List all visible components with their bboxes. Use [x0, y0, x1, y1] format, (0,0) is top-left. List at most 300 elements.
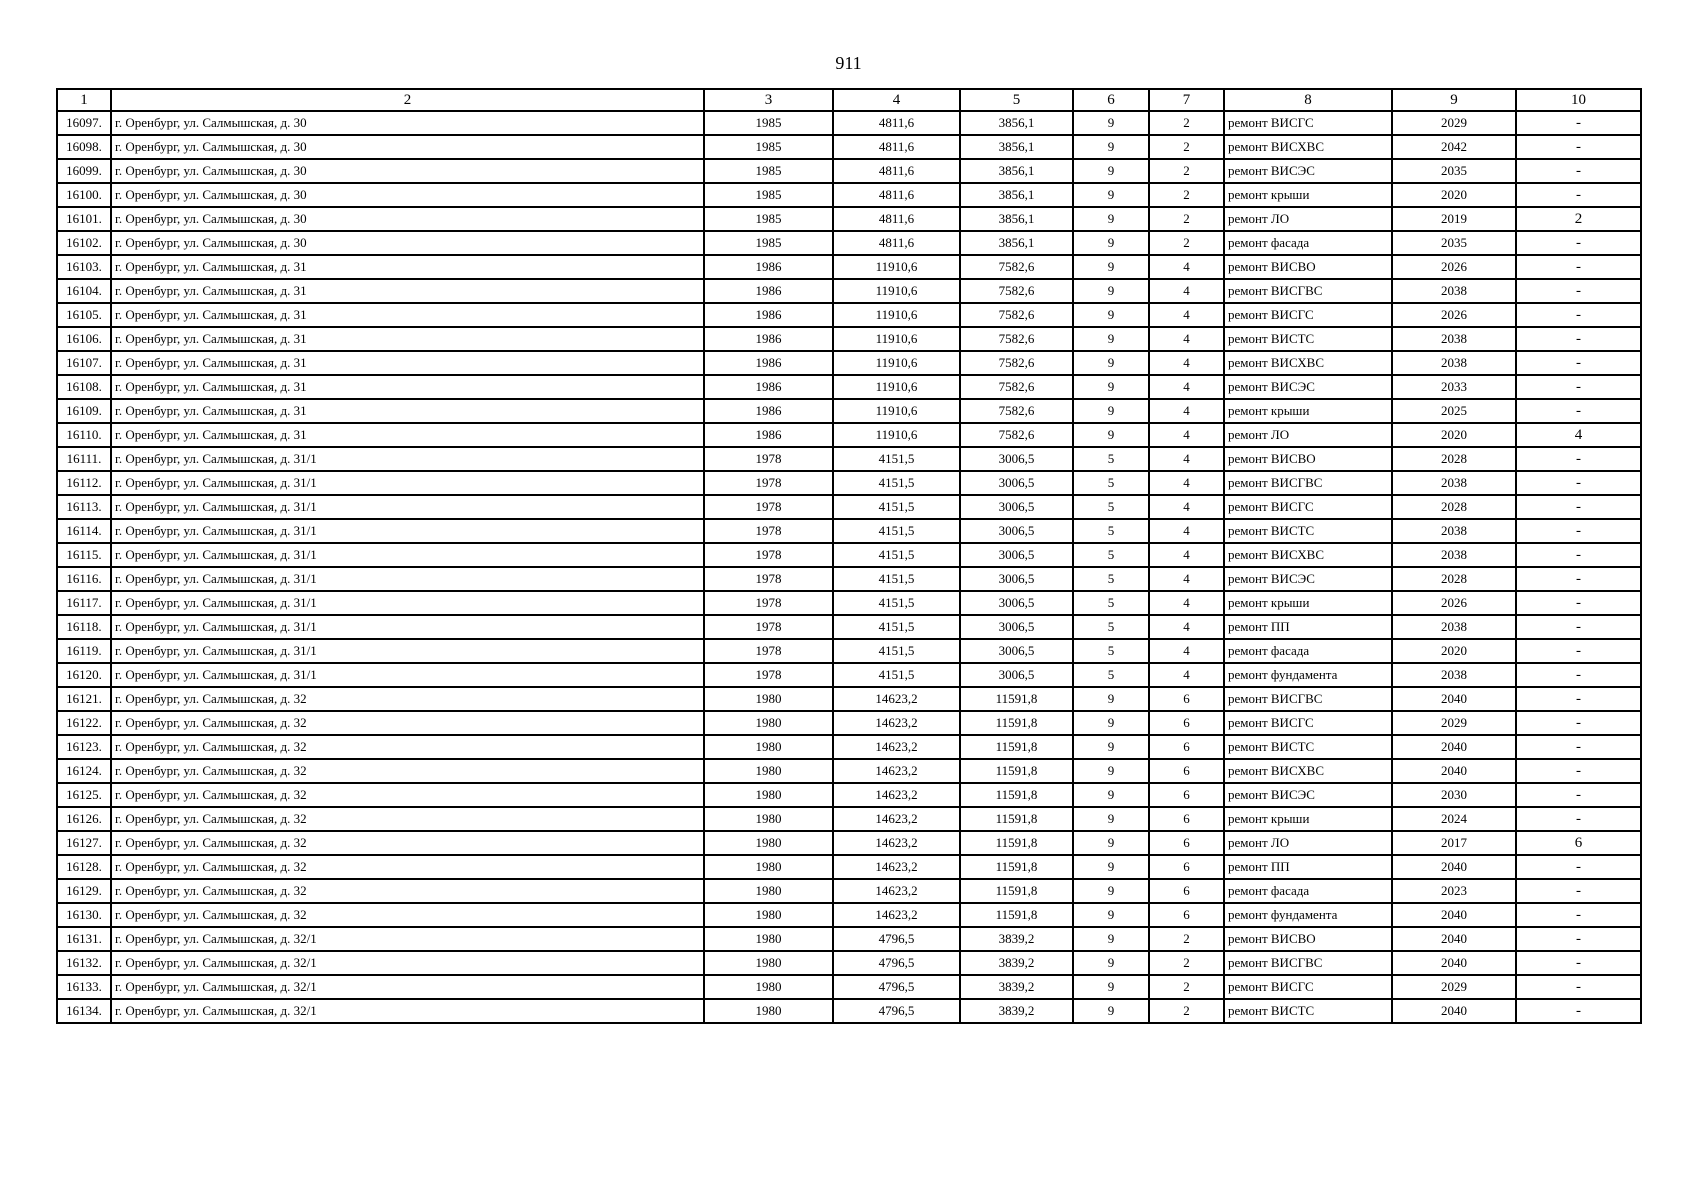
work-type-cell: ремонт ПП: [1224, 615, 1392, 639]
note-cell: -: [1516, 327, 1641, 351]
total-area-cell: 14623,2: [833, 807, 960, 831]
floors-cell: 9: [1073, 303, 1149, 327]
total-area-cell: 11910,6: [833, 351, 960, 375]
row-number-cell: 16103.: [57, 255, 111, 279]
work-type-cell: ремонт ВИСЭС: [1224, 375, 1392, 399]
note-cell: -: [1516, 759, 1641, 783]
table-row: [57, 711, 1641, 735]
planned-year-cell: 2029: [1392, 111, 1516, 135]
work-type-cell: ремонт ВИСГВС: [1224, 687, 1392, 711]
address-cell: г. Оренбург, ул. Салмышская, д. 32: [111, 831, 704, 855]
table-row: [57, 855, 1641, 879]
row-number-cell: 16109.: [57, 399, 111, 423]
floors-cell: 9: [1073, 951, 1149, 975]
note-cell: -: [1516, 351, 1641, 375]
year-built-cell: 1985: [704, 135, 833, 159]
table-row: [57, 495, 1641, 519]
floors-cell: 5: [1073, 519, 1149, 543]
living-area-cell: 7582,6: [960, 399, 1073, 423]
entrances-cell: 4: [1149, 495, 1224, 519]
note-cell: -: [1516, 807, 1641, 831]
page-number: 911: [835, 53, 862, 73]
total-area-cell: 4151,5: [833, 519, 960, 543]
row-number-cell: 16115.: [57, 543, 111, 567]
year-built-cell: 1980: [704, 975, 833, 999]
living-area-cell: 7582,6: [960, 279, 1073, 303]
table-row: [57, 351, 1641, 375]
floors-cell: 5: [1073, 639, 1149, 663]
address-cell: г. Оренбург, ул. Салмышская, д. 31: [111, 375, 704, 399]
row-number-cell: 16114.: [57, 519, 111, 543]
entrances-cell: 2: [1149, 951, 1224, 975]
floors-cell: 9: [1073, 183, 1149, 207]
year-built-cell: 1986: [704, 399, 833, 423]
floors-cell: 9: [1073, 111, 1149, 135]
entrances-cell: 4: [1149, 543, 1224, 567]
entrances-cell: 4: [1149, 399, 1224, 423]
total-area-cell: 4151,5: [833, 447, 960, 471]
address-cell: г. Оренбург, ул. Салмышская, д. 31: [111, 351, 704, 375]
living-area-cell: 3856,1: [960, 231, 1073, 255]
address-cell: г. Оренбург, ул. Салмышская, д. 32: [111, 735, 704, 759]
note-cell: -: [1516, 735, 1641, 759]
column-header: 2: [111, 89, 704, 111]
work-type-cell: ремонт ВИСГС: [1224, 975, 1392, 999]
work-type-cell: ремонт крыши: [1224, 183, 1392, 207]
note-cell: -: [1516, 591, 1641, 615]
living-area-cell: 7582,6: [960, 351, 1073, 375]
entrances-cell: 6: [1149, 855, 1224, 879]
entrances-cell: 6: [1149, 807, 1224, 831]
living-area-cell: 3839,2: [960, 951, 1073, 975]
address-cell: г. Оренбург, ул. Салмышская, д. 31: [111, 423, 704, 447]
column-header: 8: [1224, 89, 1392, 111]
table-row: [57, 903, 1641, 927]
living-area-cell: 7582,6: [960, 423, 1073, 447]
total-area-cell: 14623,2: [833, 687, 960, 711]
floors-cell: 9: [1073, 807, 1149, 831]
floors-cell: 9: [1073, 159, 1149, 183]
work-type-cell: ремонт фундамента: [1224, 663, 1392, 687]
work-type-cell: ремонт ЛО: [1224, 207, 1392, 231]
table-row: [57, 615, 1641, 639]
entrances-cell: 4: [1149, 327, 1224, 351]
planned-year-cell: 2028: [1392, 495, 1516, 519]
entrances-cell: 2: [1149, 999, 1224, 1023]
living-area-cell: 3006,5: [960, 591, 1073, 615]
entrances-cell: 2: [1149, 183, 1224, 207]
address-cell: г. Оренбург, ул. Салмышская, д. 31/1: [111, 567, 704, 591]
row-number-cell: 16111.: [57, 447, 111, 471]
living-area-cell: 11591,8: [960, 687, 1073, 711]
entrances-cell: 6: [1149, 903, 1224, 927]
floors-cell: 5: [1073, 567, 1149, 591]
entrances-cell: 6: [1149, 783, 1224, 807]
row-number-cell: 16110.: [57, 423, 111, 447]
work-type-cell: ремонт ВИСЭС: [1224, 159, 1392, 183]
row-number-cell: 16116.: [57, 567, 111, 591]
table-row: [57, 255, 1641, 279]
address-cell: г. Оренбург, ул. Салмышская, д. 32: [111, 759, 704, 783]
address-cell: г. Оренбург, ул. Салмышская, д. 31/1: [111, 663, 704, 687]
address-cell: г. Оренбург, ул. Салмышская, д. 32: [111, 855, 704, 879]
table-row: [57, 423, 1641, 447]
entrances-cell: 2: [1149, 111, 1224, 135]
total-area-cell: 14623,2: [833, 759, 960, 783]
row-number-cell: 16122.: [57, 711, 111, 735]
table-row: [57, 159, 1641, 183]
row-number-cell: 16105.: [57, 303, 111, 327]
note-cell: -: [1516, 159, 1641, 183]
planned-year-cell: 2035: [1392, 231, 1516, 255]
address-cell: г. Оренбург, ул. Салмышская, д. 32: [111, 711, 704, 735]
note-cell: -: [1516, 495, 1641, 519]
total-area-cell: 4811,6: [833, 111, 960, 135]
table-row: [57, 375, 1641, 399]
living-area-cell: 11591,8: [960, 807, 1073, 831]
floors-cell: 5: [1073, 495, 1149, 519]
note-cell: -: [1516, 951, 1641, 975]
note-cell: -: [1516, 111, 1641, 135]
work-type-cell: ремонт ВИСХВС: [1224, 543, 1392, 567]
year-built-cell: 1980: [704, 735, 833, 759]
row-number-cell: 16100.: [57, 183, 111, 207]
planned-year-cell: 2025: [1392, 399, 1516, 423]
living-area-cell: 3856,1: [960, 159, 1073, 183]
row-number-cell: 16126.: [57, 807, 111, 831]
work-type-cell: ремонт фасада: [1224, 879, 1392, 903]
floors-cell: 9: [1073, 399, 1149, 423]
entrances-cell: 6: [1149, 687, 1224, 711]
living-area-cell: 11591,8: [960, 831, 1073, 855]
planned-year-cell: 2038: [1392, 351, 1516, 375]
total-area-cell: 4811,6: [833, 183, 960, 207]
living-area-cell: 3006,5: [960, 543, 1073, 567]
living-area-cell: 3856,1: [960, 135, 1073, 159]
address-cell: г. Оренбург, ул. Салмышская, д. 31/1: [111, 639, 704, 663]
note-cell: -: [1516, 903, 1641, 927]
living-area-cell: 11591,8: [960, 735, 1073, 759]
column-header: 4: [833, 89, 960, 111]
note-cell: -: [1516, 711, 1641, 735]
entrances-cell: 4: [1149, 303, 1224, 327]
living-area-cell: 11591,8: [960, 903, 1073, 927]
floors-cell: 9: [1073, 711, 1149, 735]
work-type-cell: ремонт ВИСВО: [1224, 927, 1392, 951]
note-cell: -: [1516, 135, 1641, 159]
row-number-cell: 16113.: [57, 495, 111, 519]
planned-year-cell: 2026: [1392, 303, 1516, 327]
year-built-cell: 1986: [704, 279, 833, 303]
address-cell: г. Оренбург, ул. Салмышская, д. 31/1: [111, 591, 704, 615]
note-cell: -: [1516, 855, 1641, 879]
row-number-cell: 16134.: [57, 999, 111, 1023]
work-type-cell: ремонт ВИСГС: [1224, 303, 1392, 327]
column-header: 3: [704, 89, 833, 111]
row-number-cell: 16098.: [57, 135, 111, 159]
year-built-cell: 1985: [704, 159, 833, 183]
year-built-cell: 1986: [704, 375, 833, 399]
entrances-cell: 4: [1149, 519, 1224, 543]
total-area-cell: 14623,2: [833, 855, 960, 879]
row-number-cell: 16099.: [57, 159, 111, 183]
address-cell: г. Оренбург, ул. Салмышская, д. 32: [111, 687, 704, 711]
planned-year-cell: 2040: [1392, 951, 1516, 975]
row-number-cell: 16124.: [57, 759, 111, 783]
address-cell: г. Оренбург, ул. Салмышская, д. 32/1: [111, 975, 704, 999]
table-row: [57, 207, 1641, 231]
table-row: [57, 303, 1641, 327]
floors-cell: 9: [1073, 975, 1149, 999]
year-built-cell: 1986: [704, 303, 833, 327]
entrances-cell: 6: [1149, 831, 1224, 855]
year-built-cell: 1980: [704, 927, 833, 951]
work-type-cell: ремонт ВИСЭС: [1224, 567, 1392, 591]
table-row: [57, 447, 1641, 471]
row-number-cell: 16127.: [57, 831, 111, 855]
planned-year-cell: 2040: [1392, 735, 1516, 759]
table-row: [57, 519, 1641, 543]
row-number-cell: 16123.: [57, 735, 111, 759]
note-cell: -: [1516, 543, 1641, 567]
living-area-cell: 7582,6: [960, 375, 1073, 399]
table-row: [57, 759, 1641, 783]
year-built-cell: 1985: [704, 183, 833, 207]
floors-cell: 9: [1073, 927, 1149, 951]
total-area-cell: 11910,6: [833, 279, 960, 303]
table-row: [57, 999, 1641, 1023]
total-area-cell: 4151,5: [833, 495, 960, 519]
total-area-cell: 14623,2: [833, 711, 960, 735]
year-built-cell: 1978: [704, 663, 833, 687]
column-header: 10: [1516, 89, 1641, 111]
table-row: [57, 663, 1641, 687]
table-row: [57, 879, 1641, 903]
floors-cell: 5: [1073, 447, 1149, 471]
floors-cell: 9: [1073, 855, 1149, 879]
total-area-cell: 14623,2: [833, 735, 960, 759]
living-area-cell: 3006,5: [960, 615, 1073, 639]
work-type-cell: ремонт крыши: [1224, 591, 1392, 615]
living-area-cell: 3006,5: [960, 639, 1073, 663]
planned-year-cell: 2026: [1392, 255, 1516, 279]
floors-cell: 9: [1073, 351, 1149, 375]
planned-year-cell: 2040: [1392, 999, 1516, 1023]
year-built-cell: 1986: [704, 351, 833, 375]
total-area-cell: 4811,6: [833, 135, 960, 159]
note-cell: -: [1516, 975, 1641, 999]
year-built-cell: 1985: [704, 111, 833, 135]
address-cell: г. Оренбург, ул. Салмышская, д. 31/1: [111, 447, 704, 471]
entrances-cell: 4: [1149, 447, 1224, 471]
address-cell: г. Оренбург, ул. Салмышская, д. 31: [111, 327, 704, 351]
total-area-cell: 11910,6: [833, 327, 960, 351]
planned-year-cell: 2020: [1392, 423, 1516, 447]
row-number-cell: 16128.: [57, 855, 111, 879]
table-row: [57, 951, 1641, 975]
entrances-cell: 2: [1149, 231, 1224, 255]
note-cell: -: [1516, 375, 1641, 399]
year-built-cell: 1978: [704, 543, 833, 567]
total-area-cell: 14623,2: [833, 903, 960, 927]
row-number-cell: 16108.: [57, 375, 111, 399]
living-area-cell: 11591,8: [960, 879, 1073, 903]
address-cell: г. Оренбург, ул. Салмышская, д. 30: [111, 135, 704, 159]
planned-year-cell: 2020: [1392, 183, 1516, 207]
entrances-cell: 4: [1149, 615, 1224, 639]
note-cell: -: [1516, 783, 1641, 807]
living-area-cell: 3006,5: [960, 447, 1073, 471]
note-cell: 4: [1516, 423, 1641, 447]
address-cell: г. Оренбург, ул. Салмышская, д. 30: [111, 159, 704, 183]
work-type-cell: ремонт ПП: [1224, 855, 1392, 879]
entrances-cell: 4: [1149, 471, 1224, 495]
planned-year-cell: 2035: [1392, 159, 1516, 183]
planned-year-cell: 2028: [1392, 447, 1516, 471]
living-area-cell: 3856,1: [960, 207, 1073, 231]
year-built-cell: 1980: [704, 831, 833, 855]
entrances-cell: 4: [1149, 663, 1224, 687]
year-built-cell: 1978: [704, 495, 833, 519]
address-cell: г. Оренбург, ул. Салмышская, д. 32/1: [111, 927, 704, 951]
planned-year-cell: 2029: [1392, 975, 1516, 999]
year-built-cell: 1980: [704, 783, 833, 807]
work-type-cell: ремонт крыши: [1224, 807, 1392, 831]
work-type-cell: ремонт ВИСГС: [1224, 111, 1392, 135]
column-header: 6: [1073, 89, 1149, 111]
total-area-cell: 11910,6: [833, 303, 960, 327]
address-cell: г. Оренбург, ул. Салмышская, д. 31/1: [111, 615, 704, 639]
year-built-cell: 1980: [704, 951, 833, 975]
total-area-cell: 4811,6: [833, 159, 960, 183]
column-header: 1: [57, 89, 111, 111]
entrances-cell: 4: [1149, 351, 1224, 375]
total-area-cell: 14623,2: [833, 879, 960, 903]
column-header: 9: [1392, 89, 1516, 111]
address-cell: г. Оренбург, ул. Салмышская, д. 32: [111, 879, 704, 903]
total-area-cell: 4796,5: [833, 999, 960, 1023]
work-type-cell: ремонт ВИСХВС: [1224, 351, 1392, 375]
housing-repair-table: [56, 88, 1642, 1024]
address-cell: г. Оренбург, ул. Салмышская, д. 31/1: [111, 495, 704, 519]
work-type-cell: ремонт ВИСГВС: [1224, 951, 1392, 975]
entrances-cell: 6: [1149, 735, 1224, 759]
planned-year-cell: 2020: [1392, 639, 1516, 663]
floors-cell: 9: [1073, 687, 1149, 711]
note-cell: 2: [1516, 207, 1641, 231]
row-number-cell: 16133.: [57, 975, 111, 999]
address-cell: г. Оренбург, ул. Салмышская, д. 30: [111, 111, 704, 135]
table-row: [57, 807, 1641, 831]
row-number-cell: 16129.: [57, 879, 111, 903]
row-number-cell: 16112.: [57, 471, 111, 495]
row-number-cell: 16106.: [57, 327, 111, 351]
entrances-cell: 4: [1149, 639, 1224, 663]
planned-year-cell: 2023: [1392, 879, 1516, 903]
total-area-cell: 14623,2: [833, 831, 960, 855]
living-area-cell: 11591,8: [960, 855, 1073, 879]
planned-year-cell: 2038: [1392, 543, 1516, 567]
planned-year-cell: 2040: [1392, 927, 1516, 951]
floors-cell: 9: [1073, 207, 1149, 231]
note-cell: -: [1516, 567, 1641, 591]
table-row: [57, 183, 1641, 207]
total-area-cell: 11910,6: [833, 399, 960, 423]
living-area-cell: 7582,6: [960, 327, 1073, 351]
row-number-cell: 16130.: [57, 903, 111, 927]
year-built-cell: 1980: [704, 807, 833, 831]
work-type-cell: ремонт фундамента: [1224, 903, 1392, 927]
entrances-cell: 4: [1149, 375, 1224, 399]
year-built-cell: 1980: [704, 711, 833, 735]
work-type-cell: ремонт ВИСХВС: [1224, 135, 1392, 159]
living-area-cell: 11591,8: [960, 711, 1073, 735]
note-cell: -: [1516, 183, 1641, 207]
entrances-cell: 4: [1149, 591, 1224, 615]
work-type-cell: ремонт ВИСВО: [1224, 255, 1392, 279]
entrances-cell: 2: [1149, 975, 1224, 999]
total-area-cell: 4151,5: [833, 543, 960, 567]
row-number-cell: 16125.: [57, 783, 111, 807]
year-built-cell: 1980: [704, 687, 833, 711]
address-cell: г. Оренбург, ул. Салмышская, д. 31: [111, 255, 704, 279]
entrances-cell: 4: [1149, 255, 1224, 279]
entrances-cell: 2: [1149, 927, 1224, 951]
living-area-cell: 3006,5: [960, 471, 1073, 495]
entrances-cell: 2: [1149, 207, 1224, 231]
total-area-cell: 4151,5: [833, 615, 960, 639]
planned-year-cell: 2038: [1392, 471, 1516, 495]
floors-cell: 5: [1073, 471, 1149, 495]
floors-cell: 9: [1073, 135, 1149, 159]
living-area-cell: 11591,8: [960, 759, 1073, 783]
entrances-cell: 6: [1149, 759, 1224, 783]
planned-year-cell: 2040: [1392, 855, 1516, 879]
planned-year-cell: 2026: [1392, 591, 1516, 615]
note-cell: -: [1516, 255, 1641, 279]
total-area-cell: 4796,5: [833, 927, 960, 951]
floors-cell: 9: [1073, 231, 1149, 255]
table-row: [57, 231, 1641, 255]
year-built-cell: 1980: [704, 999, 833, 1023]
planned-year-cell: 2042: [1392, 135, 1516, 159]
entrances-cell: 2: [1149, 159, 1224, 183]
work-type-cell: ремонт ВИСГС: [1224, 711, 1392, 735]
floors-cell: 5: [1073, 663, 1149, 687]
floors-cell: 5: [1073, 615, 1149, 639]
row-number-cell: 16121.: [57, 687, 111, 711]
year-built-cell: 1978: [704, 519, 833, 543]
note-cell: -: [1516, 687, 1641, 711]
table-row: [57, 543, 1641, 567]
year-built-cell: 1978: [704, 567, 833, 591]
living-area-cell: 3856,1: [960, 183, 1073, 207]
address-cell: г. Оренбург, ул. Салмышская, д. 32: [111, 903, 704, 927]
year-built-cell: 1978: [704, 615, 833, 639]
row-number-cell: 16104.: [57, 279, 111, 303]
planned-year-cell: 2017: [1392, 831, 1516, 855]
year-built-cell: 1986: [704, 327, 833, 351]
planned-year-cell: 2029: [1392, 711, 1516, 735]
row-number-cell: 16132.: [57, 951, 111, 975]
planned-year-cell: 2040: [1392, 759, 1516, 783]
living-area-cell: 3006,5: [960, 519, 1073, 543]
table-row: [57, 735, 1641, 759]
total-area-cell: 11910,6: [833, 375, 960, 399]
row-number-cell: 16118.: [57, 615, 111, 639]
note-cell: -: [1516, 447, 1641, 471]
row-number-cell: 16107.: [57, 351, 111, 375]
